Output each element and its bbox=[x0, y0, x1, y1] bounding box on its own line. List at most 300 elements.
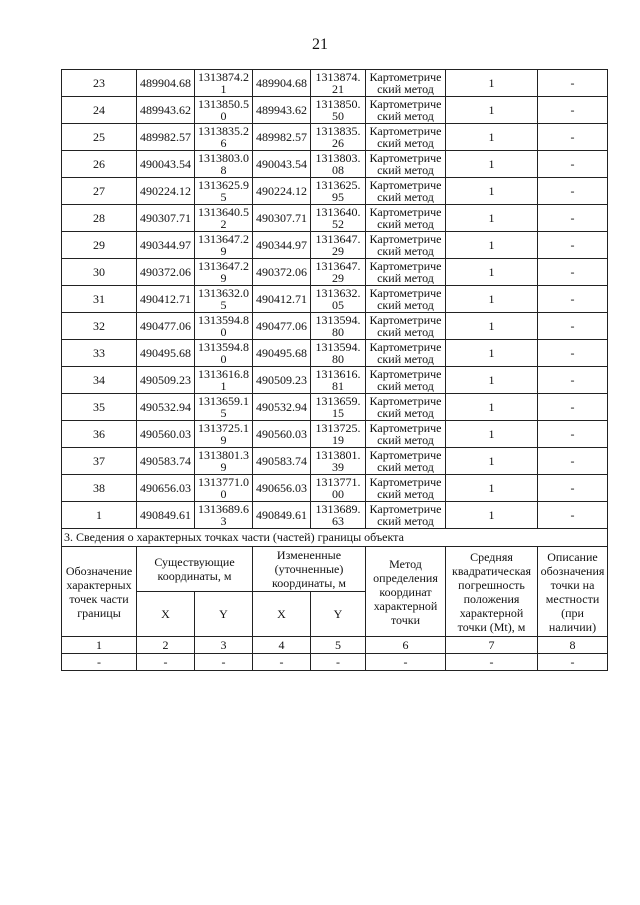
changed-y-line1: 1313616. bbox=[315, 367, 361, 381]
changed-y-line1: 1313594. bbox=[315, 313, 361, 327]
existing-y-line2: 0 bbox=[220, 326, 227, 338]
coordinates-table bbox=[61, 69, 608, 671]
existing-y-line2: 2 bbox=[220, 218, 227, 230]
point-number: 24 bbox=[62, 97, 137, 124]
header-designation-line: Обозначение bbox=[65, 563, 133, 578]
method bbox=[366, 97, 446, 124]
description: - bbox=[538, 205, 608, 232]
section3-block bbox=[62, 529, 608, 671]
existing-y-line1: 1313725.1 bbox=[198, 421, 249, 435]
changed-y-line2: 81 bbox=[332, 380, 344, 392]
method-line2: ский метод bbox=[377, 272, 434, 284]
table-row bbox=[62, 340, 608, 367]
description: - bbox=[538, 421, 608, 448]
table-row bbox=[62, 286, 608, 313]
existing-x: 490043.54 bbox=[137, 151, 195, 178]
changed-x: 489982.57 bbox=[253, 124, 311, 151]
method-line2: ский метод bbox=[377, 110, 434, 122]
empty-cell: - bbox=[446, 654, 538, 671]
point-number: 31 bbox=[62, 286, 137, 313]
changed-y-line1: 1313625. bbox=[315, 178, 361, 192]
changed-x: 490307.71 bbox=[253, 205, 311, 232]
method-line1: Картометриче bbox=[369, 475, 442, 489]
column-index: 7 bbox=[446, 637, 538, 654]
existing-y-line2: 0 bbox=[220, 488, 227, 500]
header-method-line: Метод bbox=[389, 556, 422, 571]
method-line2: ский метод bbox=[377, 434, 434, 446]
method-line1: Картометриче bbox=[369, 286, 442, 300]
empty-cell: - bbox=[366, 654, 446, 671]
existing-x: 489943.62 bbox=[137, 97, 195, 124]
existing-x: 490412.71 bbox=[137, 286, 195, 313]
existing-y-line1: 1313632.0 bbox=[198, 286, 249, 300]
changed-y-line2: 80 bbox=[332, 326, 344, 338]
method-line1: Картометриче bbox=[369, 340, 442, 354]
changed-y-line2: 95 bbox=[332, 191, 344, 203]
description: - bbox=[538, 178, 608, 205]
existing-y-line1: 1313647.2 bbox=[198, 232, 249, 246]
accuracy: 1 bbox=[446, 259, 538, 286]
empty-cell: - bbox=[538, 654, 608, 671]
changed-x: 490656.03 bbox=[253, 475, 311, 502]
existing-y-line1: 1313850.5 bbox=[198, 97, 249, 111]
method-line2: ский метод bbox=[377, 137, 434, 149]
existing-y-line1: 1313803.0 bbox=[198, 151, 249, 165]
changed-x: 489943.62 bbox=[253, 97, 311, 124]
table-row bbox=[62, 70, 608, 97]
method-line1: Картометриче bbox=[369, 421, 442, 435]
changed-y-line2: 29 bbox=[332, 272, 344, 284]
existing-x: 490560.03 bbox=[137, 421, 195, 448]
changed-x: 490849.61 bbox=[253, 502, 311, 529]
column-index: 8 bbox=[538, 637, 608, 654]
accuracy: 1 bbox=[446, 313, 538, 340]
changed-y-line2: 29 bbox=[332, 245, 344, 257]
accuracy: 1 bbox=[446, 340, 538, 367]
table-row bbox=[62, 232, 608, 259]
existing-y-line2: 1 bbox=[220, 83, 227, 95]
method-line1: Картометриче bbox=[369, 502, 442, 516]
method bbox=[366, 232, 446, 259]
header-description-line: местности bbox=[545, 591, 600, 606]
method-line2: ский метод bbox=[377, 326, 434, 338]
accuracy: 1 bbox=[446, 124, 538, 151]
existing-x: 490583.74 bbox=[137, 448, 195, 475]
existing-y-line1: 1313659.1 bbox=[198, 394, 249, 408]
existing-y-line2: 0 bbox=[220, 110, 227, 122]
table-row bbox=[62, 313, 608, 340]
empty-cell: - bbox=[62, 654, 137, 671]
changed-y-line2: 21 bbox=[332, 83, 344, 95]
point-number: 32 bbox=[62, 313, 137, 340]
method bbox=[366, 151, 446, 178]
changed-y-line2: 00 bbox=[332, 488, 344, 500]
existing-y-line1: 1313689.6 bbox=[198, 502, 249, 516]
existing-y-line2: 5 bbox=[220, 299, 227, 311]
point-number: 1 bbox=[62, 502, 137, 529]
existing-x: 490344.97 bbox=[137, 232, 195, 259]
method-line2: ский метод bbox=[377, 299, 434, 311]
existing-y bbox=[195, 475, 253, 502]
method bbox=[366, 205, 446, 232]
header-existing-y: Y bbox=[195, 592, 253, 637]
changed-y bbox=[311, 70, 366, 97]
existing-x: 490656.03 bbox=[137, 475, 195, 502]
existing-y bbox=[195, 178, 253, 205]
header-description-line: наличии) bbox=[548, 619, 597, 634]
header-method-line: характерной bbox=[373, 598, 438, 613]
table-row bbox=[62, 97, 608, 124]
existing-y-line2: 9 bbox=[220, 461, 227, 473]
existing-x: 490372.06 bbox=[137, 259, 195, 286]
table-row bbox=[62, 421, 608, 448]
header-designation-line: границы bbox=[77, 605, 121, 620]
existing-x: 490495.68 bbox=[137, 340, 195, 367]
column-index: 5 bbox=[311, 637, 366, 654]
existing-x: 489904.68 bbox=[137, 70, 195, 97]
header-accuracy-line: характерной bbox=[459, 605, 524, 620]
header-description-line: обозначения bbox=[540, 563, 605, 578]
changed-y-line1: 1313647. bbox=[315, 232, 361, 246]
header-description bbox=[538, 547, 608, 637]
changed-y-line1: 1313771. bbox=[315, 475, 361, 489]
point-number: 38 bbox=[62, 475, 137, 502]
table-row bbox=[62, 124, 608, 151]
description: - bbox=[538, 340, 608, 367]
method bbox=[366, 421, 446, 448]
header-method-line: координат bbox=[379, 584, 432, 599]
method-line1: Картометриче bbox=[369, 394, 442, 408]
column-index-row bbox=[62, 637, 608, 654]
existing-x: 490307.71 bbox=[137, 205, 195, 232]
accuracy: 1 bbox=[446, 232, 538, 259]
changed-y bbox=[311, 421, 366, 448]
description: - bbox=[538, 475, 608, 502]
method-line2: ский метод bbox=[377, 407, 434, 419]
point-number: 23 bbox=[62, 70, 137, 97]
existing-y bbox=[195, 232, 253, 259]
column-index: 4 bbox=[253, 637, 311, 654]
accuracy: 1 bbox=[446, 448, 538, 475]
existing-y-line1: 1313640.5 bbox=[198, 205, 249, 219]
method bbox=[366, 475, 446, 502]
empty-data-row bbox=[62, 654, 608, 671]
changed-y bbox=[311, 367, 366, 394]
changed-y-line2: 08 bbox=[332, 164, 344, 176]
changed-y bbox=[311, 340, 366, 367]
existing-y bbox=[195, 394, 253, 421]
existing-y-line2: 9 bbox=[220, 434, 227, 446]
method bbox=[366, 367, 446, 394]
changed-y-line2: 19 bbox=[332, 434, 344, 446]
existing-y-line1: 1313616.8 bbox=[198, 367, 249, 381]
existing-y-line1: 1313594.8 bbox=[198, 313, 249, 327]
coordinates-body bbox=[62, 70, 608, 529]
changed-y-line1: 1313647. bbox=[315, 259, 361, 273]
table-row bbox=[62, 178, 608, 205]
existing-y bbox=[195, 205, 253, 232]
changed-y-line1: 1313659. bbox=[315, 394, 361, 408]
changed-y-line1: 1313632. bbox=[315, 286, 361, 300]
point-number: 28 bbox=[62, 205, 137, 232]
changed-y-line1: 1313803. bbox=[315, 151, 361, 165]
changed-y bbox=[311, 259, 366, 286]
changed-y-line1: 1313640. bbox=[315, 205, 361, 219]
description: - bbox=[538, 124, 608, 151]
method bbox=[366, 124, 446, 151]
accuracy: 1 bbox=[446, 151, 538, 178]
description: - bbox=[538, 394, 608, 421]
changed-y-line2: 50 bbox=[332, 110, 344, 122]
existing-y bbox=[195, 313, 253, 340]
accuracy: 1 bbox=[446, 421, 538, 448]
method-line2: ский метод bbox=[377, 380, 434, 392]
changed-y-line2: 05 bbox=[332, 299, 344, 311]
existing-x: 490477.06 bbox=[137, 313, 195, 340]
accuracy: 1 bbox=[446, 70, 538, 97]
column-index: 6 bbox=[366, 637, 446, 654]
header-changed-coords bbox=[253, 547, 366, 592]
table-row bbox=[62, 394, 608, 421]
header-designation bbox=[62, 547, 137, 637]
changed-y-line1: 1313801. bbox=[315, 448, 361, 462]
point-number: 35 bbox=[62, 394, 137, 421]
existing-x: 490849.61 bbox=[137, 502, 195, 529]
existing-y-line2: 9 bbox=[220, 245, 227, 257]
method-line1: Картометриче bbox=[369, 124, 442, 138]
method bbox=[366, 178, 446, 205]
empty-cell: - bbox=[253, 654, 311, 671]
method-line2: ский метод bbox=[377, 461, 434, 473]
accuracy: 1 bbox=[446, 475, 538, 502]
method bbox=[366, 313, 446, 340]
existing-x: 489982.57 bbox=[137, 124, 195, 151]
existing-y bbox=[195, 448, 253, 475]
point-number: 34 bbox=[62, 367, 137, 394]
header-existing-coords-line: Существующие bbox=[154, 555, 235, 569]
header-existing-coords bbox=[137, 547, 253, 592]
existing-y-line2: 0 bbox=[220, 353, 227, 365]
changed-y bbox=[311, 475, 366, 502]
header-description-line: Описание bbox=[547, 549, 598, 564]
method bbox=[366, 259, 446, 286]
header-accuracy-line: погрешность bbox=[458, 577, 525, 592]
method-line2: ский метод bbox=[377, 218, 434, 230]
method-line2: ский метод bbox=[377, 164, 434, 176]
description: - bbox=[538, 151, 608, 178]
method-line1: Картометриче bbox=[369, 151, 442, 165]
changed-y bbox=[311, 151, 366, 178]
description: - bbox=[538, 286, 608, 313]
column-index: 1 bbox=[62, 637, 137, 654]
point-number: 25 bbox=[62, 124, 137, 151]
method-line1: Картометриче bbox=[369, 97, 442, 111]
existing-y bbox=[195, 259, 253, 286]
method-line1: Картометриче bbox=[369, 259, 442, 273]
changed-x: 490412.71 bbox=[253, 286, 311, 313]
table-row bbox=[62, 448, 608, 475]
method-line1: Картометриче bbox=[369, 178, 442, 192]
existing-x: 490224.12 bbox=[137, 178, 195, 205]
existing-y-line2: 9 bbox=[220, 272, 227, 284]
method bbox=[366, 286, 446, 313]
table-row bbox=[62, 367, 608, 394]
changed-y bbox=[311, 232, 366, 259]
method-line1: Картометриче bbox=[369, 232, 442, 246]
method-line1: Картометриче bbox=[369, 205, 442, 219]
existing-y-line1: 1313771.0 bbox=[198, 475, 249, 489]
changed-y bbox=[311, 124, 366, 151]
existing-y-line2: 1 bbox=[220, 380, 227, 392]
method-line2: ский метод bbox=[377, 515, 434, 527]
accuracy: 1 bbox=[446, 394, 538, 421]
existing-y-line2: 8 bbox=[220, 164, 227, 176]
existing-y bbox=[195, 124, 253, 151]
header-method-line: определения bbox=[373, 570, 438, 585]
method-line2: ский метод bbox=[377, 245, 434, 257]
table-row bbox=[62, 502, 608, 529]
changed-y-line2: 63 bbox=[332, 515, 344, 527]
existing-y-line2: 5 bbox=[220, 407, 227, 419]
accuracy: 1 bbox=[446, 97, 538, 124]
point-number: 36 bbox=[62, 421, 137, 448]
changed-y-line1: 1313850. bbox=[315, 97, 361, 111]
accuracy: 1 bbox=[446, 502, 538, 529]
empty-cell: - bbox=[195, 654, 253, 671]
existing-y bbox=[195, 97, 253, 124]
header-existing-x: X bbox=[137, 592, 195, 637]
description: - bbox=[538, 313, 608, 340]
point-number: 33 bbox=[62, 340, 137, 367]
changed-x: 490372.06 bbox=[253, 259, 311, 286]
changed-x: 489904.68 bbox=[253, 70, 311, 97]
changed-y-line2: 15 bbox=[332, 407, 344, 419]
empty-cell: - bbox=[311, 654, 366, 671]
existing-y-line1: 1313874.2 bbox=[198, 70, 249, 84]
header-designation-line: точек части bbox=[69, 591, 129, 606]
point-number: 30 bbox=[62, 259, 137, 286]
changed-y bbox=[311, 286, 366, 313]
changed-x: 490224.12 bbox=[253, 178, 311, 205]
header-accuracy-line: положения bbox=[463, 591, 520, 606]
changed-y-line2: 39 bbox=[332, 461, 344, 473]
header-method-line: точки bbox=[390, 612, 421, 627]
column-index: 3 bbox=[195, 637, 253, 654]
table-row bbox=[62, 259, 608, 286]
method bbox=[366, 502, 446, 529]
description: - bbox=[538, 259, 608, 286]
existing-y bbox=[195, 421, 253, 448]
header-description-line: точки на bbox=[550, 577, 595, 592]
changed-x: 490477.06 bbox=[253, 313, 311, 340]
existing-y-line1: 1313647.2 bbox=[198, 259, 249, 273]
point-number: 37 bbox=[62, 448, 137, 475]
existing-y bbox=[195, 340, 253, 367]
description: - bbox=[538, 448, 608, 475]
changed-y bbox=[311, 178, 366, 205]
header-accuracy bbox=[446, 547, 538, 637]
existing-x: 490509.23 bbox=[137, 367, 195, 394]
existing-y bbox=[195, 151, 253, 178]
existing-y bbox=[195, 286, 253, 313]
description: - bbox=[538, 70, 608, 97]
header-accuracy-line: Средняя bbox=[470, 549, 513, 564]
description: - bbox=[538, 502, 608, 529]
header-changed-coords-line: Измененные bbox=[276, 548, 342, 562]
changed-y-line1: 1313874. bbox=[315, 70, 361, 84]
changed-x: 490532.94 bbox=[253, 394, 311, 421]
method bbox=[366, 340, 446, 367]
accuracy: 1 bbox=[446, 367, 538, 394]
point-number: 29 bbox=[62, 232, 137, 259]
changed-y-line2: 26 bbox=[332, 137, 344, 149]
changed-y bbox=[311, 205, 366, 232]
changed-x: 490583.74 bbox=[253, 448, 311, 475]
table-row bbox=[62, 151, 608, 178]
existing-y bbox=[195, 502, 253, 529]
header-existing-coords-line: координаты, м bbox=[157, 569, 232, 583]
method-line1: Картометриче bbox=[369, 367, 442, 381]
method-line2: ский метод bbox=[377, 191, 434, 203]
changed-x: 490560.03 bbox=[253, 421, 311, 448]
accuracy: 1 bbox=[446, 286, 538, 313]
method-line2: ский метод bbox=[377, 488, 434, 500]
existing-y-line1: 1313835.2 bbox=[198, 124, 249, 138]
method-line2: ский метод bbox=[377, 83, 434, 95]
point-number: 27 bbox=[62, 178, 137, 205]
existing-x: 490532.94 bbox=[137, 394, 195, 421]
existing-y-line2: 6 bbox=[220, 137, 227, 149]
existing-y-line1: 1313625.9 bbox=[198, 178, 249, 192]
method-line2: ский метод bbox=[377, 353, 434, 365]
changed-y-line2: 80 bbox=[332, 353, 344, 365]
method-line1: Картометриче bbox=[369, 313, 442, 327]
description: - bbox=[538, 232, 608, 259]
header-changed-coords-line: (уточненные) bbox=[274, 562, 344, 576]
changed-y bbox=[311, 394, 366, 421]
changed-y bbox=[311, 97, 366, 124]
accuracy: 1 bbox=[446, 205, 538, 232]
changed-x: 490495.68 bbox=[253, 340, 311, 367]
changed-y bbox=[311, 502, 366, 529]
header-designation-line: характерных bbox=[66, 577, 132, 592]
method-line1: Картометриче bbox=[369, 70, 442, 84]
empty-cell: - bbox=[137, 654, 195, 671]
description: - bbox=[538, 367, 608, 394]
existing-y bbox=[195, 70, 253, 97]
accuracy: 1 bbox=[446, 178, 538, 205]
changed-y-line1: 1313725. bbox=[315, 421, 361, 435]
section3-title: 3. Сведения о характерных точках части (частей) границы объекта bbox=[62, 529, 608, 547]
changed-y-line1: 1313835. bbox=[315, 124, 361, 138]
page-number: 21 bbox=[312, 36, 328, 53]
changed-x: 490509.23 bbox=[253, 367, 311, 394]
method bbox=[366, 70, 446, 97]
changed-y bbox=[311, 448, 366, 475]
column-index: 2 bbox=[137, 637, 195, 654]
changed-y-line1: 1313594. bbox=[315, 340, 361, 354]
changed-y-line1: 1313689. bbox=[315, 502, 361, 516]
header-description-line: (при bbox=[561, 605, 584, 620]
existing-y bbox=[195, 367, 253, 394]
method bbox=[366, 448, 446, 475]
existing-y-line1: 1313801.3 bbox=[198, 448, 249, 462]
description: - bbox=[538, 97, 608, 124]
existing-y-line2: 5 bbox=[220, 191, 227, 203]
table-row bbox=[62, 475, 608, 502]
existing-y-line1: 1313594.8 bbox=[198, 340, 249, 354]
header-changed-x: X bbox=[253, 592, 311, 637]
